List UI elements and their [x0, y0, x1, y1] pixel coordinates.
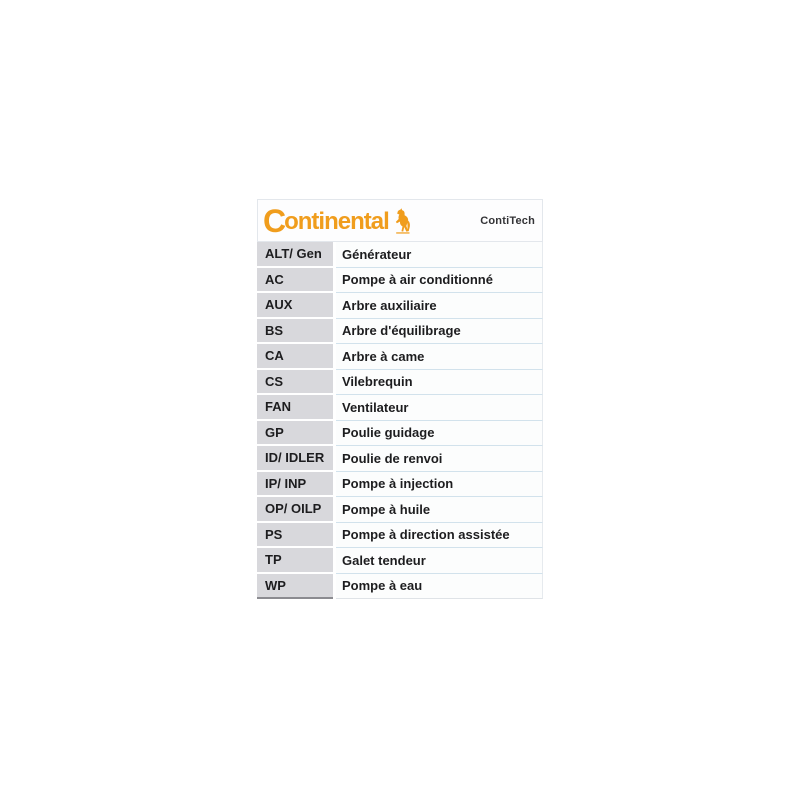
- abbreviation-cell: IP/ INP: [257, 472, 333, 498]
- contitech-label: ContiTech: [480, 214, 535, 227]
- description-cell: Arbre d'équilibrage: [336, 319, 543, 345]
- abbreviation-cell: CS: [257, 370, 333, 396]
- brand-header: [257, 199, 543, 242]
- table-row: [257, 548, 543, 574]
- table-row: [257, 344, 543, 370]
- description-cell: Ventilateur: [336, 395, 543, 421]
- abbreviation-cell: AUX: [257, 293, 333, 319]
- table-row: [257, 421, 543, 447]
- abbreviation-cell: FAN: [257, 395, 333, 421]
- table-row: [257, 497, 543, 523]
- abbreviation-cell: ALT/ Gen: [257, 242, 333, 268]
- table-row: [257, 446, 543, 472]
- table-row: [257, 574, 543, 600]
- continental-logo: [263, 202, 413, 239]
- description-cell: Générateur: [336, 242, 543, 268]
- abbreviation-cell: PS: [257, 523, 333, 549]
- abbreviation-cell: BS: [257, 319, 333, 345]
- description-cell: Poulie guidage: [336, 421, 543, 447]
- table-row: [257, 242, 543, 268]
- table-row: [257, 319, 543, 345]
- description-cell: Vilebrequin: [336, 370, 543, 396]
- table-row: [257, 395, 543, 421]
- abbreviation-cell: OP/ OILP: [257, 497, 333, 523]
- rearing-horse-icon: [392, 208, 413, 235]
- abbreviation-cell: CA: [257, 344, 333, 370]
- description-cell: Pompe à eau: [336, 574, 543, 600]
- table-row: [257, 268, 543, 294]
- brand-legend-panel: [257, 199, 543, 599]
- description-cell: Pompe à air conditionné: [336, 268, 543, 294]
- abbreviation-cell: WP: [257, 574, 333, 600]
- table-row: [257, 523, 543, 549]
- table-row: [257, 472, 543, 498]
- logo-wordmark: ontinental: [284, 207, 389, 235]
- description-cell: Pompe à injection: [336, 472, 543, 498]
- abbreviation-cell: AC: [257, 268, 333, 294]
- legend-table: [257, 242, 543, 599]
- abbreviation-cell: GP: [257, 421, 333, 447]
- table-row: [257, 370, 543, 396]
- abbreviation-cell: ID/ IDLER: [257, 446, 333, 472]
- description-cell: Poulie de renvoi: [336, 446, 543, 472]
- table-row: [257, 293, 543, 319]
- logo-letter-c: C: [263, 202, 286, 239]
- description-cell: Pompe à huile: [336, 497, 543, 523]
- description-cell: Arbre auxiliaire: [336, 293, 543, 319]
- description-cell: Arbre à came: [336, 344, 543, 370]
- description-cell: Pompe à direction assistée: [336, 523, 543, 549]
- description-cell: Galet tendeur: [336, 548, 543, 574]
- abbreviation-cell: TP: [257, 548, 333, 574]
